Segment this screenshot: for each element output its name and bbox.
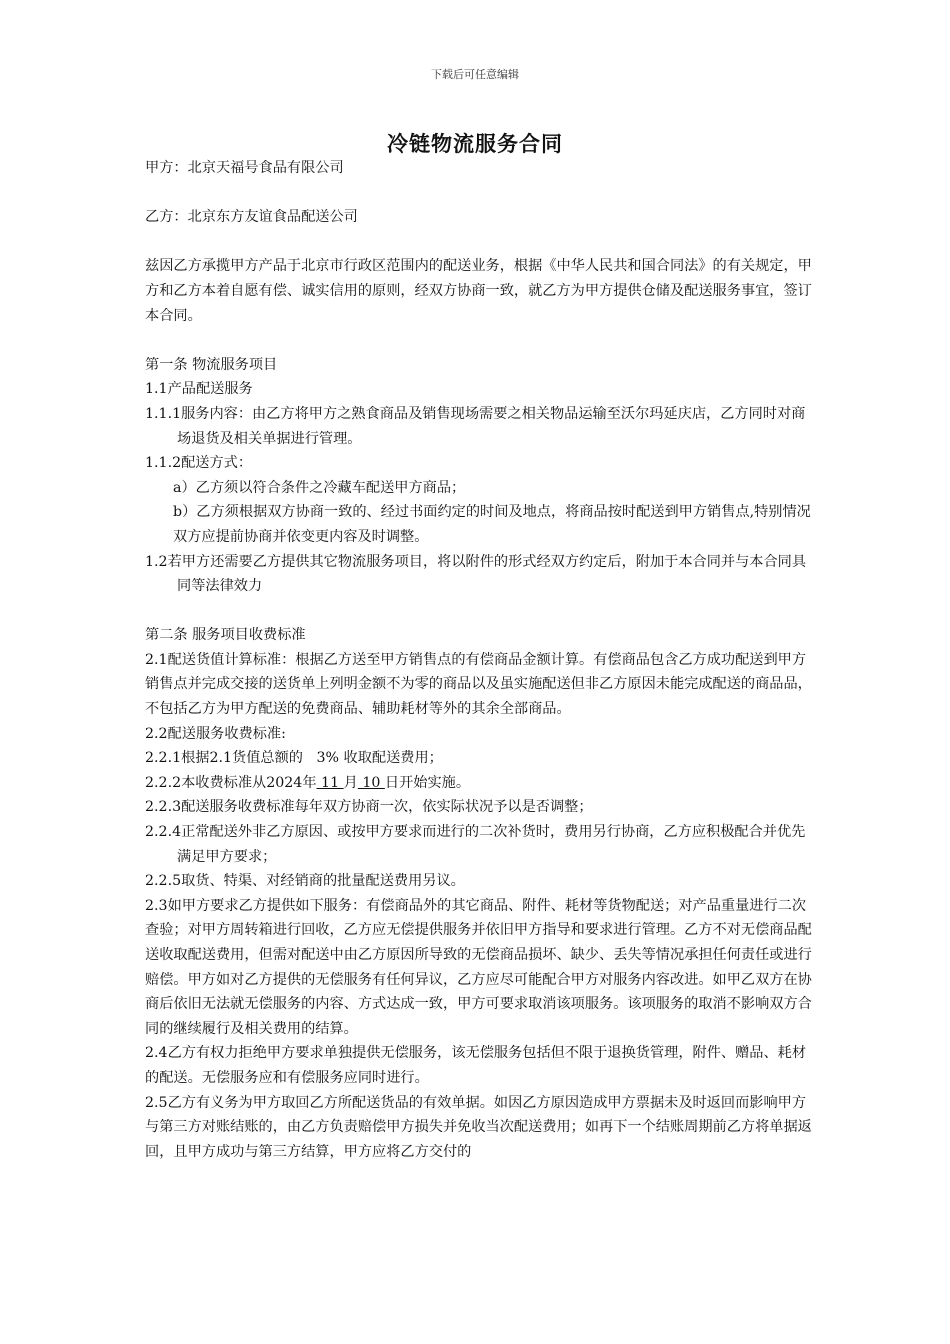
section-2-2-3: 2.2.3配送服务收费标准每年双方协商一次，依实际状况予以是否调整；: [145, 799, 593, 816]
article-2-heading: 第二条 服务项目收费标准: [145, 627, 306, 644]
section-2-2-1: 2.2.1根据2.1货值总额的 3% 收取配送费用；: [145, 750, 443, 767]
section-2-2-2-prefix: 2.2.2本收费标准从2024年: [145, 774, 317, 791]
section-2-2-2-suffix: 日开始实施。: [384, 774, 471, 791]
section-2-3: 2.3如甲方要求乙方提供如下服务：有偿商品外的其它商品、附件、耗材等货物配送；对产品重量进行二次查验；对甲方周转箱进行回收，乙方应无偿提供服务并依旧甲方指导和要求进行管理。乙方不对无偿商品配送收取配送费用，但需对配送中由乙方原因所导致的无偿商品损坏、缺少、丢失等情况承担任何责任或进行赔偿。甲方如对乙方提供的无偿服务有任何异议，乙方应尽可能配合甲方对服务内容改进。如甲乙双方在协商后依旧无法就无偿服务的内容、方式达成一致，甲方可要求取消该项服务。该项服务的取消不影响双方合同的继续履行及相关费用的结算。: [145, 897, 812, 1037]
document-body: [145, 156, 813, 1164]
effective-month: 11: [316, 774, 344, 791]
section-2-4: 2.4乙方有权力拒绝甲方要求单独提供无偿服务，该无偿服务包括但不限于退换货管理，附件、赠品、耗材的配送。无偿服务应和有偿服务应同时进行。: [145, 1045, 807, 1086]
preamble: 兹因乙方承揽甲方产品于北京市行政区范围内的配送业务，根据《中华人民共和国合同法》的有关规定，甲方和乙方本着自愿有偿、诚实信用的原则，经双方协商一致，就乙方为甲方提供仓储及配送服务事宜，签订本合同。: [145, 258, 812, 324]
section-2-5: 2.5乙方有义务为甲方取回乙方所配送货品的有效单据。如因乙方原因造成甲方票据未及时返回而影响甲方与第三方对账结账的，由乙方负责赔偿甲方损失并免收当次配送费用；如再下一个结账周期前乙方将单据返回，且甲方成功与第三方结算，甲方应将乙方交付的: [145, 1094, 812, 1160]
party-b: 乙方：北京东方友谊食品配送公司: [145, 209, 358, 226]
month-unit: 月: [343, 774, 358, 791]
section-2-2-5: 2.2.5取货、特渠、对经销商的批量配送费用另议。: [145, 873, 465, 890]
article-1-heading: 第一条 物流服务项目: [145, 356, 278, 373]
section-2-1: 2.1配送货值计算标准：根据乙方送至甲方销售点的有偿商品金额计算。有偿商品包含乙方成功配送到甲方销售点并完成交接的送货单上列明金额不为零的商品以及虽实施配送但非乙方原因未能完成配送的商品品，不包括乙方为甲方配送的免费商品、辅助耗材等外的其余全部商品。: [145, 651, 812, 718]
section-2-2-4: 2.2.4正常配送外非乙方原因、或按甲方要求而进行的二次补货时，费用另行协商，乙方应积极配合并优先满足甲方要求；: [145, 824, 806, 865]
section-2-2-2: [145, 771, 813, 796]
section-1-2: 1.2若甲方还需要乙方提供其它物流服务项目，将以附件的形式经双方约定后，附加于本合同并与本合同具同等法律效力: [145, 553, 807, 595]
effective-day: 10: [357, 774, 385, 791]
section-1-1-2-a: a）乙方须以符合条件之冷藏车配送甲方商品；: [173, 479, 466, 496]
document-title: 冷链物流服务合同: [387, 131, 563, 156]
header-note: 下载后可任意编辑: [431, 68, 519, 81]
section-1-1-2-b: b）乙方须根据双方协商一致的、经过书面约定的时间及地点，将商品按时配送到甲方销售点,特别情况双方应提前协商并依变更内容及时调整。: [173, 504, 811, 545]
party-a: 甲方：北京天福号食品有限公司: [145, 160, 344, 176]
section-2-2: 2.2配送服务收费标准:: [145, 725, 286, 742]
section-1-1-1: 1.1.1服务内容：由乙方将甲方之熟食商品及销售现场需要之相关物品运输至沃尔玛延庆店，乙方同时对商场退货及相关单据进行管理。: [145, 405, 806, 447]
section-1-1-2: 1.1.2配送方式：: [145, 455, 253, 472]
section-1-1: 1.1产品配送服务: [145, 381, 253, 398]
